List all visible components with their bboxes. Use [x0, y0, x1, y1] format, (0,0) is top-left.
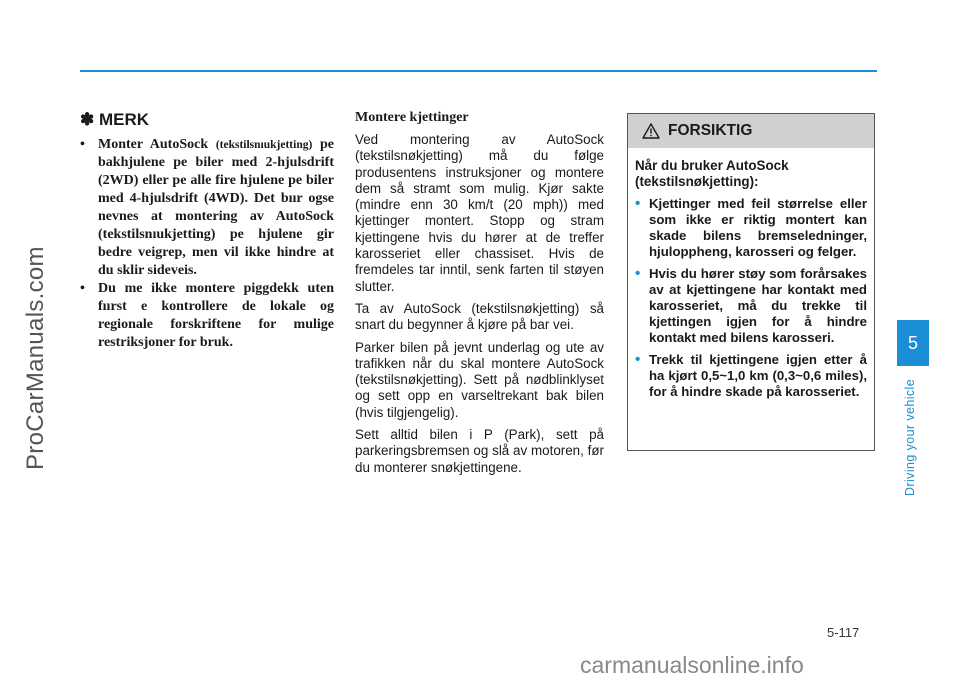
caution-intro: Når du bruker AutoSock (tekstilsnøkjetting):	[635, 158, 789, 189]
caution-title: FORSIKTIG	[668, 122, 753, 139]
watermark-procarmanuals: ProCarManuals.com	[22, 246, 49, 470]
chapter-label: Driving your vehicle	[903, 378, 917, 496]
body-paragraph: Parker bilen på jevnt underlag og ute av trafikken når du skal montere AutoSock (tekstilsnøkjetting). Sett på nødblinklyset og sett opp en varseltrekant bak bilen (hvis tilgjengelig).	[355, 339, 604, 420]
caution-item: • Kjettinger med feil størrelse eller som ikke er riktig montert kan skade bilens bremseledninger, hjuloppheng, karosseri og felger.	[635, 196, 867, 260]
caution-header	[628, 114, 874, 148]
section-title: Montere kjettinger	[355, 110, 469, 125]
watermark-carmanualsonline: carmanualsonline.info	[580, 652, 804, 678]
body-paragraph: Sett alltid bilen i P (Park), sett på parkeringsbremsen og slå av motoren, før du monterer snøkjettingene.	[355, 427, 604, 475]
note-list	[80, 136, 334, 352]
note-item: • Monter AutoSock (tekstilsnıukjetting) pe bakhjulene pe biler med 2-hjulsdrift (2WD) eller pe alle fire hjulene pe biler med 4-hjulsdrift (4WD). Det bıır ogse nevnes at montering av AutoSock (tekstilsnıukjetting) pe hjulene gir bedre veigrep, men vil ikke hindre at du sklir sideveis.	[80, 136, 334, 280]
page-number: 5-117	[827, 625, 860, 640]
body-paragraph: Ta av AutoSock (tekstilsnøkjetting) så snart du begynner å kjøre på bar vei.	[355, 300, 604, 333]
note-title: ✽ MERK	[80, 110, 150, 129]
note-item: • Du me ikke montere piggdekk uten fıırst e kontrollere de lokale og regionale forskriftene for mulige restriksjoner for bruk.	[80, 280, 334, 352]
caution-item: • Trekk til kjettingene igjen etter å ha kjørt 0,5~1,0 km (0,3~0,6 miles), for å hindre skade på karosseriet.	[635, 352, 867, 400]
caution-item: • Hvis du hører støy som forårsakes av at kjettingene har kontakt med karosseriet, må du trekke til kjettingen igjen for å hindre kontakt med bilens karosseri.	[635, 266, 867, 346]
caution-box	[627, 113, 875, 451]
warning-triangle-icon	[642, 123, 660, 139]
note-section	[80, 110, 334, 352]
caution-list	[635, 196, 867, 400]
chapter-number-tab: 5	[897, 320, 929, 366]
body-paragraph: Ved montering av AutoSock (tekstilsnøkjetting) må du følge produsentens instruksjoner og montere dem så stramt som mulig. Kjør sakte (mindre enn 30 km/t (20 mph)) med kjettinger montert. Stopp og stram kjettingene hvis du hører at de treffer karosseriet eller chassiset. Hvis de fremdeles tar inntil, senk farten til støyen slutter.	[355, 132, 604, 294]
caution-body	[628, 148, 874, 400]
top-rule	[80, 70, 877, 72]
mounting-section	[355, 110, 604, 482]
